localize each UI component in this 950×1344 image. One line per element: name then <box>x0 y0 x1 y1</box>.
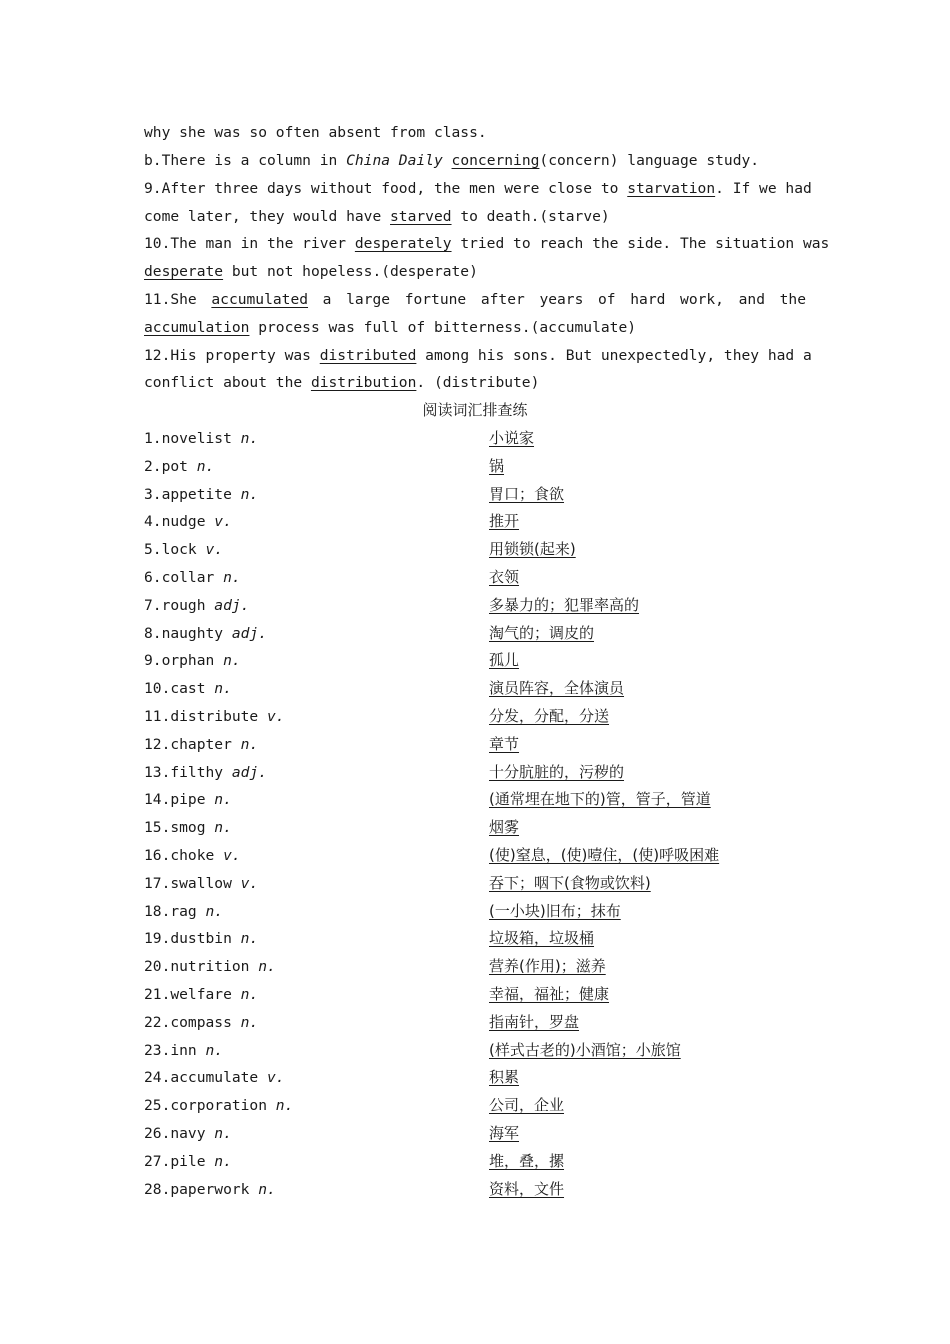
vocab-meaning: 幸福，福祉；健康 <box>489 985 610 1003</box>
vocab-row <box>144 620 806 648</box>
vocab-row <box>144 703 806 731</box>
vocab-row <box>144 814 806 842</box>
vocab-meaning: 用锁锁(起来) <box>489 540 576 559</box>
text: but not hopeless.(desperate) <box>223 263 478 280</box>
text: 10.The man in the river <box>144 235 355 252</box>
text: 9.After three days without food, the men were close to <box>144 180 628 197</box>
part-of-speech: v. <box>205 541 224 559</box>
text: come later, they would have <box>144 208 391 225</box>
vocab-meaning: (样式古老的)小酒馆；小旅馆 <box>489 1040 681 1059</box>
paragraph-line <box>144 203 806 231</box>
vocab-meaning: (通常埋在地下的)管，管子，管道 <box>489 790 711 809</box>
vocab-word: 25.corporation <box>144 1097 276 1115</box>
vocab-meaning: 资料，文件 <box>489 1179 565 1198</box>
vocab-term <box>144 647 241 675</box>
vocab-meaning: 堆，叠，摞 <box>489 1151 565 1170</box>
vocab-term <box>144 814 232 842</box>
vocab-term <box>144 870 258 898</box>
vocab-word: 10.cast <box>144 680 215 698</box>
vocab-word: 1.novelist <box>144 430 241 447</box>
answer-blank: distribution <box>310 374 417 391</box>
vocab-row <box>144 925 806 953</box>
vocab-meaning: 吞下；咽下(食物或饮料) <box>489 873 651 892</box>
vocab-word: 8.naughty <box>144 624 232 642</box>
vocab-meaning: 分发，分配，分送 <box>489 707 610 725</box>
paragraph-line <box>144 175 812 203</box>
vocab-word: 27.pile <box>144 1152 215 1170</box>
vocab-row <box>144 1176 806 1204</box>
text: a large fortune after years of hard work, and the <box>308 291 806 308</box>
vocab-word: 7.rough <box>144 596 215 614</box>
vocab-term <box>144 842 241 870</box>
vocab-row <box>144 508 806 536</box>
vocab-word: 21.welfare <box>144 986 241 1003</box>
vocab-term <box>144 1092 293 1120</box>
text: (concern) language study. <box>539 152 760 169</box>
vocab-term <box>144 592 249 620</box>
vocab-word: 18.rag <box>144 902 206 920</box>
paragraph-line <box>144 314 806 342</box>
part-of-speech: n. <box>223 652 241 670</box>
vocab-term <box>144 953 276 981</box>
vocab-meaning: 锅 <box>489 456 505 475</box>
part-of-speech: n. <box>240 430 259 447</box>
vocab-meaning: 章节 <box>489 734 520 753</box>
vocab-meaning: 衣领 <box>489 568 520 586</box>
vocab-word: 2.pot <box>144 457 197 475</box>
part-of-speech: v. <box>267 708 285 725</box>
vocab-row <box>144 675 806 703</box>
vocab-term <box>144 1176 276 1204</box>
vocab-term <box>144 675 232 703</box>
newspaper-title: China Daily <box>346 152 443 169</box>
vocab-term <box>144 1037 223 1065</box>
vocab-row <box>144 592 806 620</box>
vocab-row <box>144 1064 806 1092</box>
vocab-word: 24.accumulate <box>144 1069 268 1087</box>
vocab-meaning: 推开 <box>489 512 520 531</box>
text: why she was so often absent from class. <box>144 124 487 141</box>
vocab-meaning: (使)窒息，(使)噎住，(使)呼吸困难 <box>489 846 720 864</box>
vocab-meaning: 演员阵容，全体演员 <box>489 679 625 698</box>
part-of-speech: n. <box>240 485 259 503</box>
part-of-speech: n. <box>205 902 224 920</box>
vocab-meaning: 孤儿 <box>489 651 520 670</box>
text: conflict about the <box>144 374 311 391</box>
part-of-speech: v. <box>267 1069 285 1087</box>
answer-blank: starvation <box>627 180 716 197</box>
text: among his sons. But unexpectedly, they had a <box>416 347 812 364</box>
vocab-row <box>144 842 806 870</box>
vocab-meaning: 海军 <box>489 1124 520 1142</box>
vocab-term <box>144 453 214 481</box>
vocab-word: 5.lock <box>144 541 206 559</box>
part-of-speech: n. <box>223 569 241 586</box>
part-of-speech: n. <box>240 1013 259 1031</box>
vocab-row <box>144 536 806 564</box>
vocab-word: 11.distribute <box>144 708 268 725</box>
vocab-word: 14.pipe <box>144 791 215 809</box>
vocab-row <box>144 731 806 759</box>
vocab-term <box>144 1009 258 1037</box>
text: tried to reach the side. The situation was <box>451 235 830 252</box>
vocab-term <box>144 1120 232 1148</box>
vocab-meaning: 淘气的；调皮的 <box>489 623 595 642</box>
vocab-term <box>144 925 258 953</box>
text: . If we had <box>715 180 812 197</box>
vocab-row <box>144 759 806 787</box>
vocab-row <box>144 1009 806 1037</box>
vocab-word: 28.paperwork <box>144 1180 259 1198</box>
part-of-speech: v. <box>223 847 241 864</box>
vocab-term <box>144 759 267 787</box>
text: b.There is a column in <box>144 152 347 169</box>
part-of-speech: n. <box>214 791 232 809</box>
vocab-row <box>144 1037 806 1065</box>
vocab-term <box>144 786 232 814</box>
vocab-term <box>144 564 241 592</box>
vocab-row <box>144 1092 806 1120</box>
vocab-word: 26.navy <box>144 1125 215 1142</box>
section-title: 阅读词汇排查练 <box>422 401 528 419</box>
part-of-speech: v. <box>214 513 232 531</box>
vocab-row <box>144 981 806 1009</box>
answer-blank: concerning <box>451 152 540 169</box>
paragraph-line <box>144 230 830 258</box>
vocab-row <box>144 870 806 898</box>
vocab-word: 23.inn <box>144 1041 206 1059</box>
vocab-meaning: 胃口；食欲 <box>489 484 565 503</box>
vocab-row <box>144 425 806 453</box>
vocab-word: 20.nutrition <box>144 958 259 976</box>
vocab-row <box>144 1148 806 1176</box>
text: . (distribute) <box>416 374 540 391</box>
vocab-term <box>144 425 258 453</box>
paragraph-line <box>144 342 812 370</box>
paragraph-line <box>144 119 806 147</box>
part-of-speech: adj. <box>231 624 268 642</box>
vocab-term <box>144 981 258 1009</box>
part-of-speech: n. <box>205 1041 224 1059</box>
part-of-speech: v. <box>240 874 259 892</box>
vocab-row <box>144 786 806 814</box>
text: 11.She <box>144 291 212 308</box>
vocab-row <box>144 481 806 509</box>
part-of-speech: n. <box>214 1152 232 1170</box>
vocab-word: 13.filthy <box>144 763 232 781</box>
vocab-term <box>144 731 258 759</box>
vocab-meaning: 十分肮脏的，污秽的 <box>489 762 625 781</box>
part-of-speech: n. <box>275 1097 294 1115</box>
vocab-word: 15.smog <box>144 819 215 837</box>
vocab-word: 9.orphan <box>144 652 224 670</box>
answer-blank: accumulated <box>211 291 309 308</box>
vocab-meaning: 积累 <box>489 1068 520 1087</box>
answer-blank: accumulation <box>144 319 250 336</box>
vocab-term <box>144 1148 232 1176</box>
text <box>443 152 452 169</box>
vocab-word: 6.collar <box>144 569 224 586</box>
part-of-speech: n. <box>214 1125 232 1142</box>
paragraph-line <box>144 258 806 286</box>
part-of-speech: n. <box>240 930 259 948</box>
vocab-meaning: 营养(作用)；滋养 <box>489 957 606 976</box>
vocab-term <box>144 703 285 731</box>
part-of-speech: n. <box>214 680 232 698</box>
vocab-word: 4.nudge <box>144 513 215 531</box>
paragraph-line <box>144 147 806 175</box>
part-of-speech: n. <box>240 735 259 753</box>
vocab-word: 3.appetite <box>144 485 241 503</box>
vocab-term <box>144 536 223 564</box>
vocab-meaning: 小说家 <box>489 429 535 447</box>
part-of-speech: n. <box>214 819 232 837</box>
vocab-meaning: 公司，企业 <box>489 1096 565 1115</box>
vocab-meaning: 多暴力的；犯罪率高的 <box>489 595 640 614</box>
text: process was full of bitterness.(accumulate) <box>249 319 637 336</box>
paragraph-line <box>144 286 806 314</box>
vocab-row <box>144 1120 806 1148</box>
vocab-meaning: (一小块)旧布；抹布 <box>489 901 621 920</box>
part-of-speech: n. <box>258 1180 276 1198</box>
paragraph-line <box>144 369 806 397</box>
vocab-meaning: 烟雾 <box>489 818 520 837</box>
part-of-speech: n. <box>240 986 259 1003</box>
vocab-meaning: 指南针，罗盘 <box>489 1012 580 1031</box>
vocab-row <box>144 647 806 675</box>
answer-blank: starved <box>390 208 452 225</box>
part-of-speech: adj. <box>214 596 250 614</box>
answer-blank: distributed <box>319 347 417 364</box>
vocab-word: 12.chapter <box>144 735 241 753</box>
vocab-word: 22.compass <box>144 1013 241 1031</box>
vocab-word: 19.dustbin <box>144 930 241 948</box>
vocab-row <box>144 898 806 926</box>
vocab-word: 17.swallow <box>144 874 241 892</box>
part-of-speech: n. <box>196 457 215 475</box>
part-of-speech: adj. <box>231 763 268 781</box>
vocab-term <box>144 898 223 926</box>
part-of-speech: n. <box>258 958 276 976</box>
vocab-meaning: 垃圾箱，垃圾桶 <box>489 929 595 948</box>
answer-blank: desperately <box>354 235 452 252</box>
vocab-term <box>144 620 267 648</box>
vocab-term <box>144 1064 285 1092</box>
vocab-term <box>144 508 232 536</box>
vocab-row <box>144 564 806 592</box>
text: 12.His property was <box>144 347 320 364</box>
vocab-term <box>144 481 258 509</box>
vocab-word: 16.choke <box>144 847 224 864</box>
vocab-row <box>144 953 806 981</box>
vocab-row <box>144 453 806 481</box>
text: to death.(starve) <box>451 208 610 225</box>
answer-blank: desperate <box>144 263 224 280</box>
